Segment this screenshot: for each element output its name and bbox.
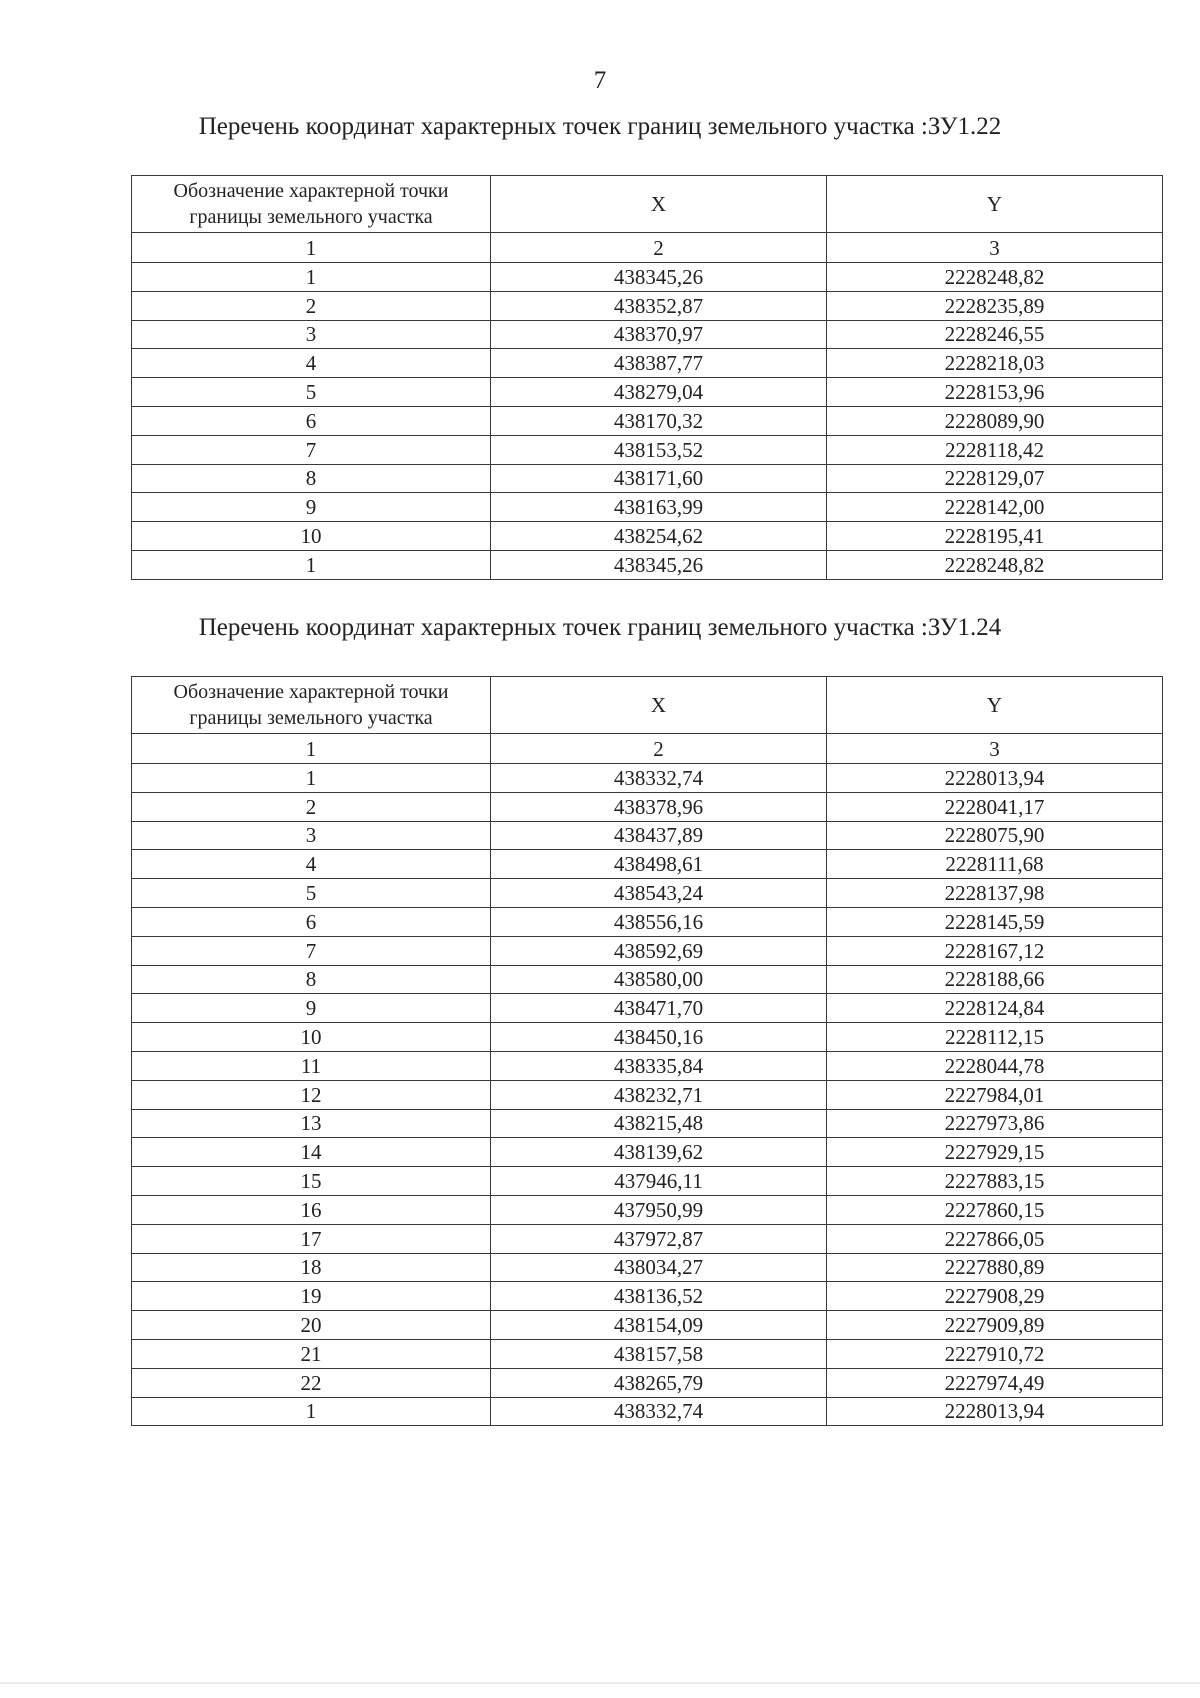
cell-x: 438345,26 <box>491 263 827 292</box>
header-x: X <box>491 176 827 233</box>
cell-y: 2227910,72 <box>827 1339 1163 1368</box>
cell-point: 1 <box>132 1397 491 1426</box>
header-y: Y <box>827 677 1163 734</box>
cell-x: 438352,87 <box>491 291 827 320</box>
cell-x: 438171,60 <box>491 464 827 493</box>
table-row <box>132 1051 1163 1080</box>
cell-point: 4 <box>132 349 491 378</box>
cell-y: 2227974,49 <box>827 1368 1163 1397</box>
cell-point: 2 <box>132 291 491 320</box>
cell-point: 7 <box>132 936 491 965</box>
cell-point: 21 <box>132 1339 491 1368</box>
table-row <box>132 879 1163 908</box>
cell-y: 2228111,68 <box>827 850 1163 879</box>
cell-y: 2228044,78 <box>827 1051 1163 1080</box>
cell-point: 3 <box>132 320 491 349</box>
cell-x: 437946,11 <box>491 1167 827 1196</box>
table-row <box>132 464 1163 493</box>
cell-point: 6 <box>132 907 491 936</box>
cell-point: 9 <box>132 994 491 1023</box>
cell-y: 2228248,82 <box>827 550 1163 579</box>
cell-point: 5 <box>132 378 491 407</box>
table-row <box>132 493 1163 522</box>
cell-point: 7 <box>132 435 491 464</box>
table-row <box>132 1167 1163 1196</box>
cell-x: 438136,52 <box>491 1282 827 1311</box>
cell-x: 438543,24 <box>491 879 827 908</box>
cell-x: 438215,48 <box>491 1109 827 1138</box>
cell-point: 5 <box>132 879 491 908</box>
table-row <box>132 850 1163 879</box>
column-number: 1 <box>132 233 491 263</box>
cell-x: 438170,32 <box>491 406 827 435</box>
cell-x: 438157,58 <box>491 1339 827 1368</box>
cell-x: 438254,62 <box>491 522 827 551</box>
cell-point: 8 <box>132 965 491 994</box>
cell-y: 2228235,89 <box>827 291 1163 320</box>
cell-y: 2228246,55 <box>827 320 1163 349</box>
coordinates-table <box>131 676 1163 1426</box>
cell-x: 438471,70 <box>491 994 827 1023</box>
table-row <box>132 263 1163 292</box>
cell-point: 1 <box>132 764 491 793</box>
cell-x: 438370,97 <box>491 320 827 349</box>
cell-x: 438332,74 <box>491 1397 827 1426</box>
table-row <box>132 1311 1163 1340</box>
table-body <box>132 263 1163 580</box>
cell-y: 2228075,90 <box>827 821 1163 850</box>
cell-point: 12 <box>132 1080 491 1109</box>
cell-x: 437972,87 <box>491 1224 827 1253</box>
cell-point: 22 <box>132 1368 491 1397</box>
cell-x: 438378,96 <box>491 792 827 821</box>
cell-y: 2228041,17 <box>827 792 1163 821</box>
table-row <box>132 1195 1163 1224</box>
cell-y: 2228013,94 <box>827 1397 1163 1426</box>
cell-y: 2227929,15 <box>827 1138 1163 1167</box>
table-row <box>132 764 1163 793</box>
cell-x: 438335,84 <box>491 1051 827 1080</box>
table-header-row <box>132 677 1163 734</box>
cell-x: 438163,99 <box>491 493 827 522</box>
table-header-row <box>132 176 1163 233</box>
table-row <box>132 994 1163 1023</box>
cell-x: 438345,26 <box>491 550 827 579</box>
column-number: 3 <box>827 233 1163 263</box>
table-row <box>132 1138 1163 1167</box>
cell-x: 438034,27 <box>491 1253 827 1282</box>
table-body <box>132 764 1163 1426</box>
cell-y: 2227880,89 <box>827 1253 1163 1282</box>
table-row <box>132 1397 1163 1426</box>
table-row <box>132 792 1163 821</box>
cell-point: 4 <box>132 850 491 879</box>
cell-point: 19 <box>132 1282 491 1311</box>
table-row <box>132 320 1163 349</box>
table-row <box>132 550 1163 579</box>
cell-y: 2227883,15 <box>827 1167 1163 1196</box>
cell-point: 14 <box>132 1138 491 1167</box>
cell-point: 18 <box>132 1253 491 1282</box>
column-number: 3 <box>827 734 1163 764</box>
table-row <box>132 349 1163 378</box>
cell-point: 9 <box>132 493 491 522</box>
cell-point: 8 <box>132 464 491 493</box>
cell-x: 438387,77 <box>491 349 827 378</box>
table-row <box>132 378 1163 407</box>
cell-point: 2 <box>132 792 491 821</box>
cell-y: 2228248,82 <box>827 263 1163 292</box>
table-row <box>132 1023 1163 1052</box>
cell-y: 2228124,84 <box>827 994 1163 1023</box>
cell-x: 438556,16 <box>491 907 827 936</box>
header-point: Обозначение характерной точки границы земельного участка <box>132 677 491 734</box>
cell-x: 438437,89 <box>491 821 827 850</box>
table-row <box>132 1339 1163 1368</box>
scan-edge-divider <box>0 1682 1200 1684</box>
cell-y: 2227866,05 <box>827 1224 1163 1253</box>
cell-x: 438592,69 <box>491 936 827 965</box>
cell-x: 437950,99 <box>491 1195 827 1224</box>
cell-x: 438450,16 <box>491 1023 827 1052</box>
cell-x: 438139,62 <box>491 1138 827 1167</box>
cell-y: 2228145,59 <box>827 907 1163 936</box>
table-row <box>132 435 1163 464</box>
cell-y: 2228137,98 <box>827 879 1163 908</box>
header-point: Обозначение характерной точки границы земельного участка <box>132 176 491 233</box>
cell-point: 10 <box>132 522 491 551</box>
cell-y: 2227984,01 <box>827 1080 1163 1109</box>
column-number: 1 <box>132 734 491 764</box>
cell-x: 438232,71 <box>491 1080 827 1109</box>
cell-point: 6 <box>132 406 491 435</box>
column-number: 2 <box>491 734 827 764</box>
table-row <box>132 965 1163 994</box>
header-y: Y <box>827 176 1163 233</box>
table-row <box>132 291 1163 320</box>
table-row <box>132 1253 1163 1282</box>
cell-point: 1 <box>132 550 491 579</box>
cell-y: 2228153,96 <box>827 378 1163 407</box>
cell-y: 2227909,89 <box>827 1311 1163 1340</box>
cell-y: 2227860,15 <box>827 1195 1163 1224</box>
cell-y: 2228118,42 <box>827 435 1163 464</box>
cell-y: 2227973,86 <box>827 1109 1163 1138</box>
table-row <box>132 1080 1163 1109</box>
cell-point: 1 <box>132 263 491 292</box>
cell-x: 438154,09 <box>491 1311 827 1340</box>
table-row <box>132 406 1163 435</box>
cell-point: 15 <box>132 1167 491 1196</box>
cell-point: 17 <box>132 1224 491 1253</box>
cell-y: 2228188,66 <box>827 965 1163 994</box>
cell-y: 2228142,00 <box>827 493 1163 522</box>
table-title: Перечень координат характерных точек границ земельного участка :ЗУ1.22 <box>198 113 1002 140</box>
cell-x: 438153,52 <box>491 435 827 464</box>
cell-point: 13 <box>132 1109 491 1138</box>
cell-y: 2228112,15 <box>827 1023 1163 1052</box>
column-number: 2 <box>491 233 827 263</box>
table-row <box>132 907 1163 936</box>
cell-x: 438279,04 <box>491 378 827 407</box>
table-row <box>132 1224 1163 1253</box>
cell-point: 11 <box>132 1051 491 1080</box>
cell-y: 2228129,07 <box>827 464 1163 493</box>
table-row <box>132 522 1163 551</box>
column-number-row <box>132 233 1163 263</box>
table-row <box>132 1368 1163 1397</box>
cell-y: 2228089,90 <box>827 406 1163 435</box>
cell-x: 438332,74 <box>491 764 827 793</box>
table-row <box>132 821 1163 850</box>
cell-x: 438498,61 <box>491 850 827 879</box>
cell-point: 16 <box>132 1195 491 1224</box>
cell-point: 20 <box>132 1311 491 1340</box>
cell-point: 3 <box>132 821 491 850</box>
table-title: Перечень координат характерных точек границ земельного участка :ЗУ1.24 <box>198 614 1002 641</box>
header-x: X <box>491 677 827 734</box>
column-number-row <box>132 734 1163 764</box>
cell-y: 2228195,41 <box>827 522 1163 551</box>
cell-x: 438265,79 <box>491 1368 827 1397</box>
cell-y: 2228013,94 <box>827 764 1163 793</box>
table-row <box>132 1109 1163 1138</box>
table-row <box>132 936 1163 965</box>
coordinates-table <box>131 175 1163 580</box>
table-row <box>132 1282 1163 1311</box>
cell-point: 10 <box>132 1023 491 1052</box>
page-number: 7 <box>593 67 607 94</box>
cell-y: 2228167,12 <box>827 936 1163 965</box>
cell-x: 438580,00 <box>491 965 827 994</box>
cell-y: 2227908,29 <box>827 1282 1163 1311</box>
cell-y: 2228218,03 <box>827 349 1163 378</box>
